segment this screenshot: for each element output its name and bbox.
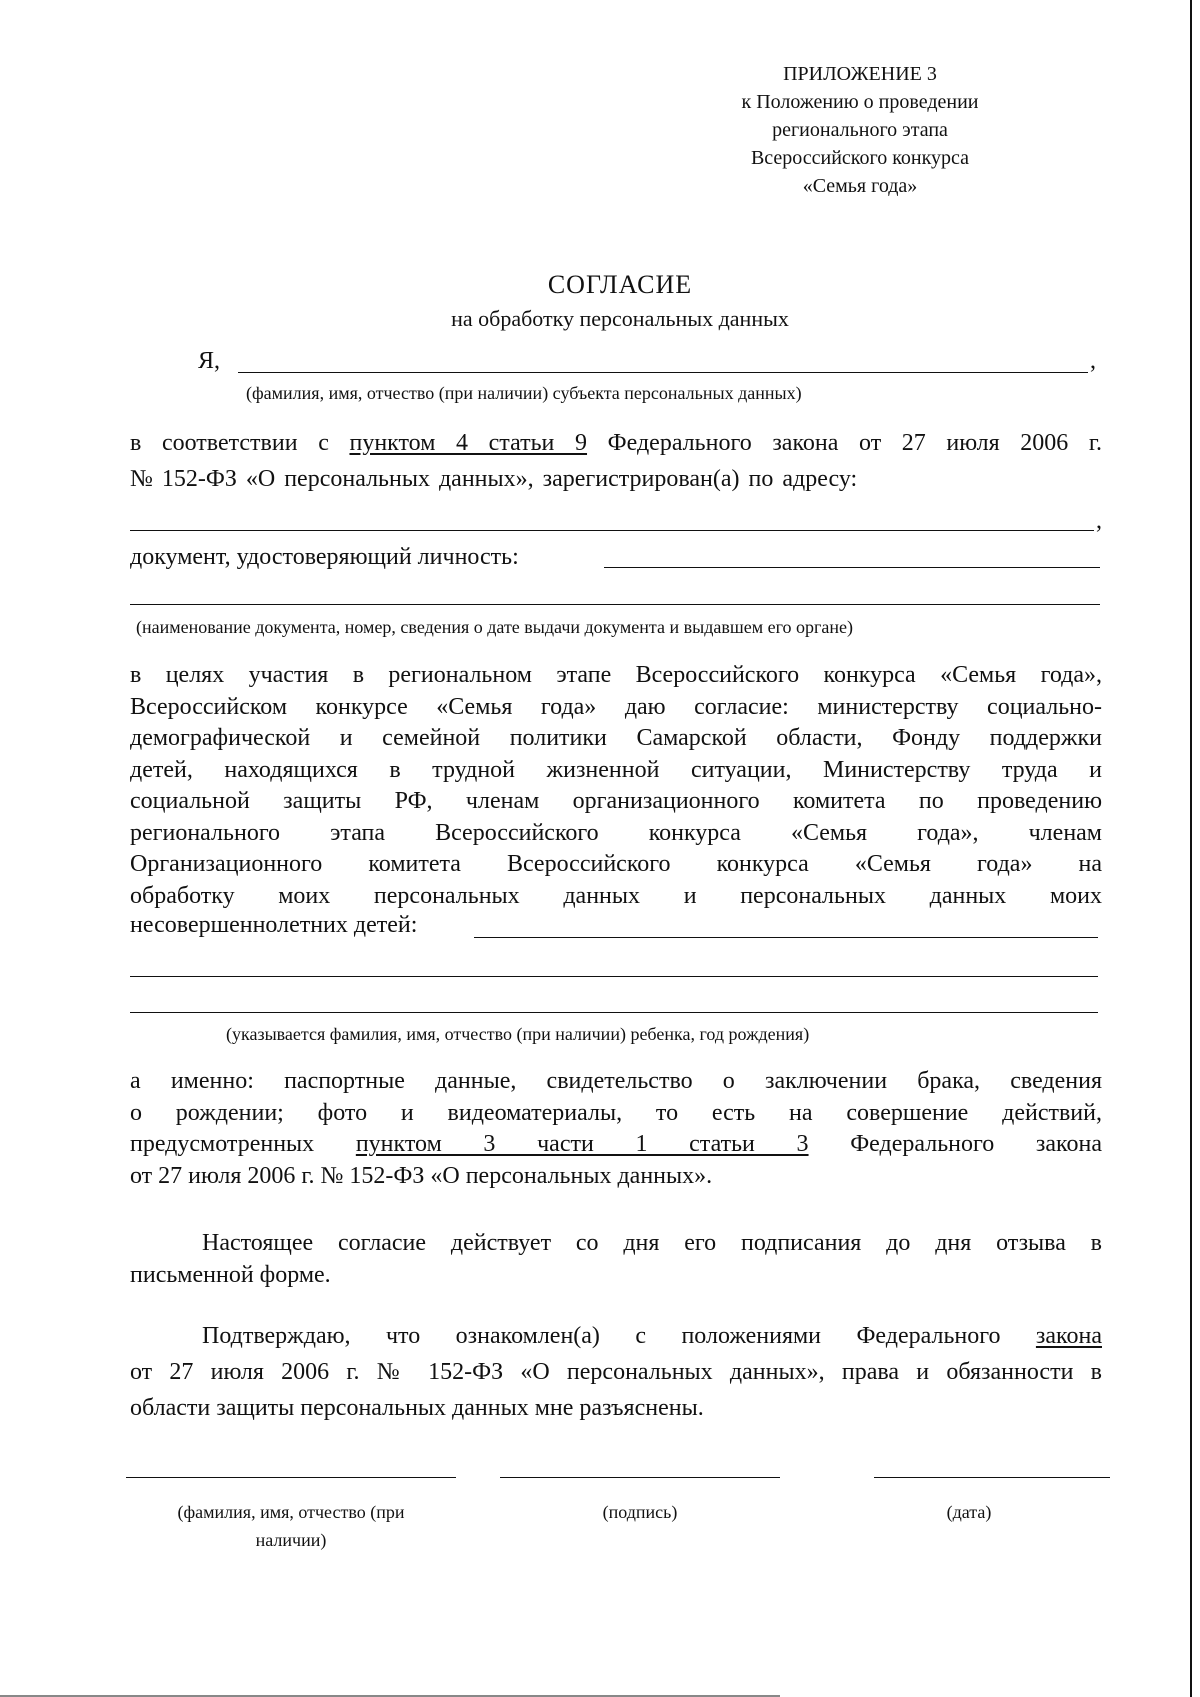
purpose-line: детей, находящихся в трудной жизненной ситуации, Министерству труда и: [130, 756, 1102, 783]
signature-name-caption: [126, 1498, 456, 1554]
confirmation-text: Подтверждаю, что ознакомлен(а) с положениями Федерального: [202, 1323, 1036, 1349]
children-field-line-3[interactable]: [130, 1012, 1098, 1013]
intro-text: в соответствии с: [130, 430, 350, 456]
signature-name-caption-line: наличии): [255, 1530, 327, 1550]
validity-paragraph: [130, 1228, 1102, 1291]
children-field-line-2[interactable]: [130, 976, 1098, 977]
scope-text: предусмотренных: [130, 1131, 356, 1157]
identity-doc-field[interactable]: [604, 567, 1100, 568]
intro-text: Федерального закона от 27 июля 2006 г.: [587, 430, 1103, 456]
address-suffix: ,: [1096, 508, 1102, 534]
intro-line-2: № 152-ФЗ «О персональных данных», зарегистрирован(а) по адресу:: [130, 466, 858, 492]
signature-sign-field[interactable]: [500, 1477, 780, 1478]
annex-ref-line: Всероссийского конкурса: [750, 147, 970, 169]
identity-doc-caption: (наименование документа, номер, сведения о дате выдачи документа и выдавшем его органе): [136, 617, 854, 637]
subject-prefix: Я,: [198, 348, 221, 374]
validity-line: письменной форме.: [130, 1261, 331, 1288]
identity-doc-label: документ, удостоверяющий личность:: [130, 544, 519, 570]
confirmation-line: [130, 1318, 1102, 1354]
signature-date-caption: (дата): [946, 1502, 992, 1522]
address-field[interactable]: [130, 530, 1094, 531]
intro-line: [130, 428, 1102, 460]
document-subtitle: на обработку персональных данных: [451, 306, 789, 331]
children-field[interactable]: [474, 937, 1098, 938]
annex-ref-line: к Положению о проведении: [741, 91, 979, 113]
document-title: СОГЛАСИЕ: [547, 270, 693, 299]
signature-date-field[interactable]: [874, 1477, 1110, 1478]
annex-ref-line: «Семья года»: [802, 175, 918, 197]
subject-caption: (фамилия, имя, отчество (при наличии) субъекта персональных данных): [246, 383, 802, 403]
signature-sign-caption: (подпись): [602, 1502, 678, 1522]
scope-line: от 27 июля 2006 г. № 152-ФЗ «О персональных данных».: [130, 1162, 713, 1189]
annex-ref-line: регионального этапа: [772, 119, 948, 141]
scan-edge-right: [1190, 0, 1192, 1697]
purpose-line: в целях участия в региональном этапе Всероссийского конкурса «Семья года»,: [130, 662, 1102, 688]
children-caption: (указывается фамилия, имя, отчество (при наличии) ребенка, год рождения): [226, 1024, 810, 1044]
purpose-line: социальной защиты РФ, членам организационного комитета по проведению: [130, 788, 1102, 814]
intro-paragraph: [130, 428, 1102, 460]
scope-line: [130, 1129, 1102, 1161]
scope-paragraph: [130, 1066, 1102, 1192]
law-reference-link: пунктом 4 статьи 9: [349, 430, 588, 456]
purpose-line: регионального этапа Всероссийского конкурса «Семья года», членам: [130, 819, 1102, 846]
annex-number: ПРИЛОЖЕНИЕ 3: [783, 63, 937, 85]
purpose-line: Организационного комитета Всероссийского конкурса «Семья года» на: [130, 851, 1102, 877]
confirmation-paragraph: [130, 1318, 1102, 1426]
subject-suffix: ,: [1090, 348, 1096, 374]
signature-name-caption-line: (фамилия, имя, отчество (при: [177, 1502, 405, 1522]
confirmation-line: области защиты персональных данных мне разъяснены.: [130, 1395, 704, 1421]
subject-name-field[interactable]: [238, 372, 1088, 373]
scope-line: о рождении; фото и видеоматериалы, то есть на совершение действий,: [130, 1099, 1102, 1126]
scope-text: Федерального закона: [808, 1131, 1102, 1157]
children-label: несовершеннолетних детей:: [130, 912, 418, 938]
law-reference-link: закона: [1035, 1323, 1102, 1349]
identity-doc-field-line-2[interactable]: [130, 604, 1100, 605]
purpose-paragraph: [130, 660, 1102, 912]
annex-header: [720, 60, 1000, 200]
confirmation-line: от 27 июля 2006 г. № 152-ФЗ «О персональных данных», права и обязанности в: [130, 1359, 1102, 1385]
law-reference-link: пунктом 3 части 1 статьи 3: [355, 1131, 809, 1157]
scope-line: а именно: паспортные данные, свидетельство о заключении брака, сведения: [130, 1068, 1102, 1094]
purpose-line: Всероссийском конкурсе «Семья года» даю согласие: министерству социально-: [130, 693, 1102, 720]
purpose-line: демографической и семейной политики Самарской области, Фонду поддержки: [130, 725, 1102, 751]
purpose-line: обработку моих персональных данных и персональных данных моих: [130, 882, 1102, 909]
validity-line: Настоящее согласие действует со дня его подписания до дня отзыва в: [202, 1230, 1102, 1256]
signature-name-field[interactable]: [126, 1477, 456, 1478]
